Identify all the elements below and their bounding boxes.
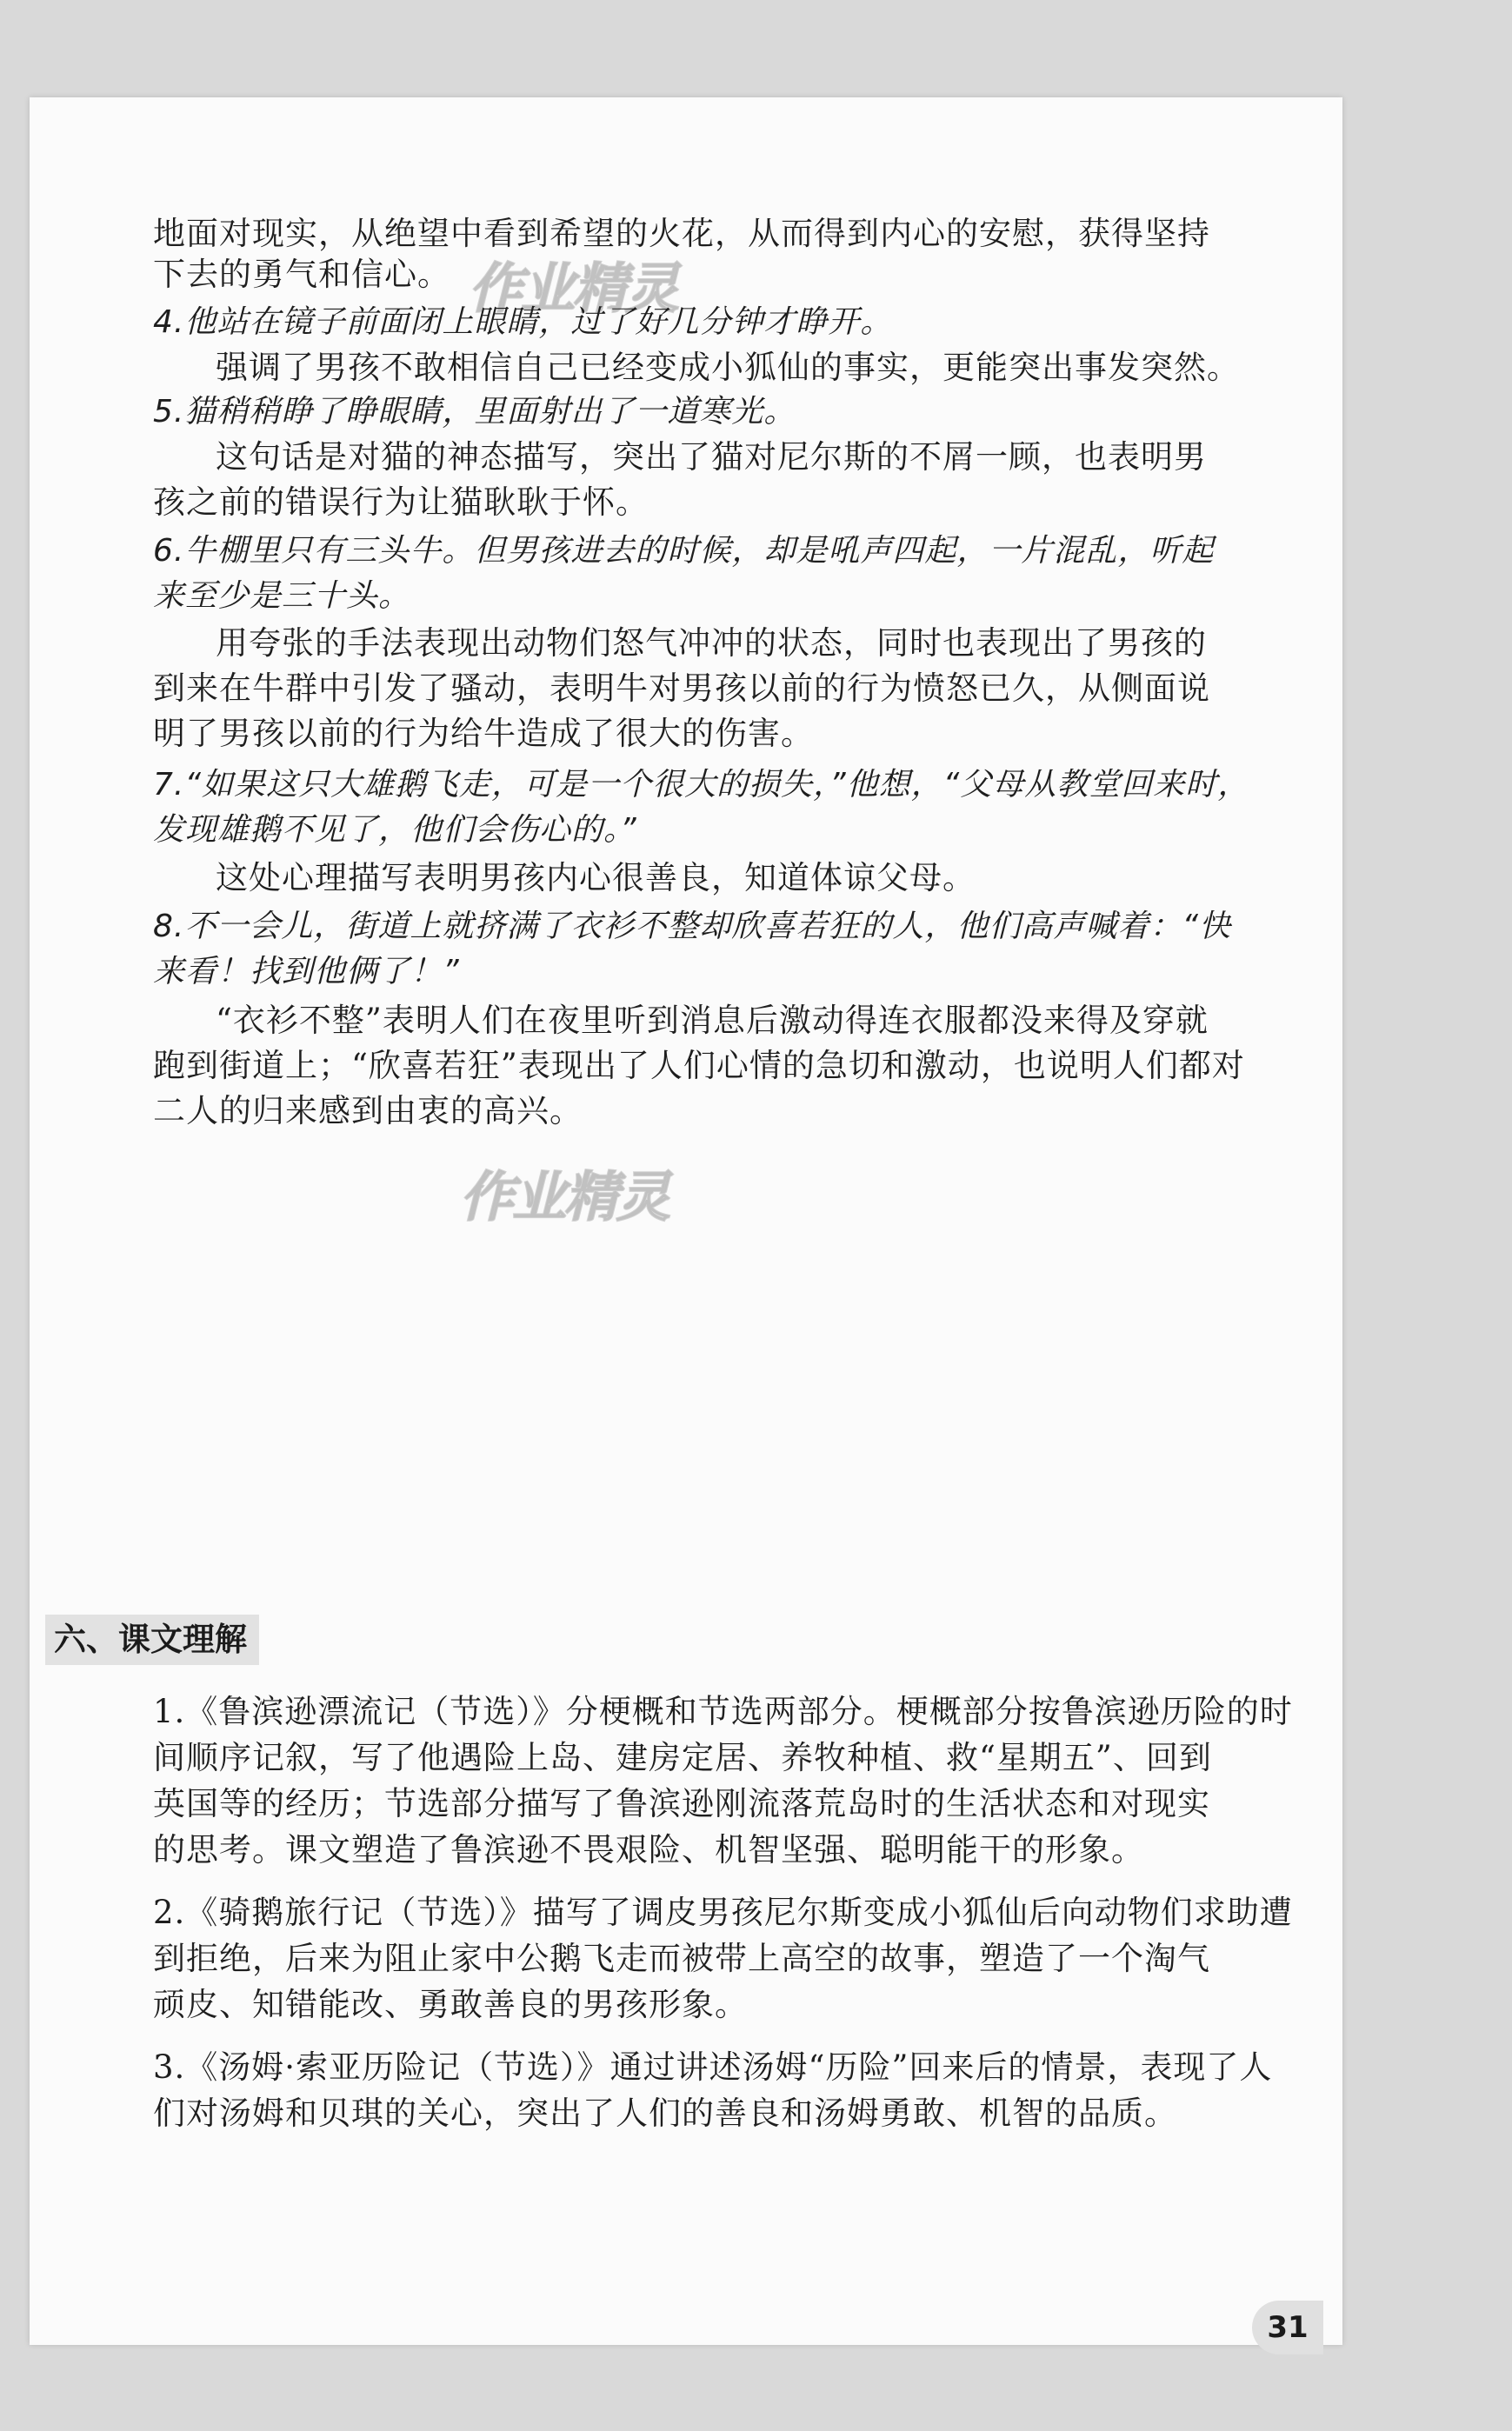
page-number: 31	[1252, 2301, 1323, 2354]
explanation-line: 跑到街道上；“欣喜若狂”表现出了人们心情的急切和激动，也说明人们都对	[153, 1047, 1245, 1084]
explanation-line: “衣衫不整”表明人们在夜里听到消息后激动得连衣服都没来得及穿就	[216, 1002, 1209, 1039]
explanation-line: 这处心理描写表明男孩内心很善良，知道体谅父母。	[216, 859, 976, 896]
explanation-line: 明了男孩以前的行为给牛造成了很大的伤害。	[153, 715, 814, 752]
quoted-sentence: 6.牛棚里只有三头牛。但男孩进去的时候，却是吼声四起，一片混乱，听起	[153, 533, 1215, 569]
text-line: 3.《汤姆·索亚历险记（节选）》通过讲述汤姆“历险”回来后的情景，表现了人	[153, 2048, 1273, 2086]
text-line: 间顺序记叙，写了他遇险上岛、建房定居、养牧种植、救“星期五”、回到	[153, 1739, 1212, 1776]
text-line: 1.《鲁滨逊漂流记（节选）》分梗概和节选两部分。梗概部分按鲁滨逊历险的时	[153, 1693, 1293, 1730]
explanation-line: 用夸张的手法表现出动物们怒气冲冲的状态，同时也表现出了男孩的	[216, 624, 1207, 662]
text-line: 地面对现实，从绝望中看到希望的火花，从而得到内心的安慰，获得坚持	[153, 215, 1210, 252]
quoted-sentence: 7.“如果这只大雄鹅飞走，可是一个很大的损失，”他想，“父母从教堂回来时，	[153, 767, 1250, 803]
explanation-line: 到来在牛群中引发了骚动，表明牛对男孩以前的行为愤怒已久，从侧面说	[153, 669, 1210, 707]
quoted-sentence: 5.猫稍稍睁了睁眼睛，里面射出了一道寒光。	[153, 394, 796, 430]
section-heading: 六、课文理解	[45, 1615, 259, 1665]
text-line: 英国等的经历；节选部分描写了鲁滨逊刚流落荒岛时的生活状态和对现实	[153, 1785, 1210, 1822]
explanation-line: 这句话是对猫的神态描写，突出了猫对尼尔斯的不屑一顾，也表明男	[216, 438, 1207, 476]
quoted-sentence: 4.他站在镜子前面闭上眼睛，过了好几分钟才睁开。	[153, 304, 893, 340]
text-line: 顽皮、知错能改、勇敢善良的男孩形象。	[153, 1986, 748, 2023]
explanation-line: 强调了男孩不敢相信自己已经变成小狐仙的事实，更能突出事发突然。	[216, 349, 1240, 386]
textbook-page	[30, 97, 1342, 2345]
text-line: 到拒绝，后来为阻止家中公鹅飞走而被带上高空的故事，塑造了一个淘气	[153, 1940, 1210, 1977]
text-line: 2.《骑鹅旅行记（节选）》描写了调皮男孩尼尔斯变成小狐仙后向动物们求助遭	[153, 1894, 1293, 1931]
quoted-sentence: 来看！找到他俩了！”	[153, 954, 460, 989]
quoted-sentence: 来至少是三十头。	[153, 578, 411, 614]
explanation-line: 孩之前的错误行为让猫耿耿于怀。	[153, 483, 649, 521]
text-line: 下去的勇气和信心。	[153, 256, 450, 293]
quoted-sentence: 8.不一会儿，街道上就挤满了衣衫不整却欣喜若狂的人，他们高声喊着：“快	[153, 909, 1231, 944]
text-line: 的思考。课文塑造了鲁滨逊不畏艰险、机智坚强、聪明能干的形象。	[153, 1831, 1144, 1868]
page-content	[30, 97, 1342, 2345]
watermark: 作业精灵	[469, 256, 678, 320]
watermark: 作业精灵	[460, 1165, 669, 1229]
quoted-sentence: 发现雄鹅不见了，他们会伤心的。”	[153, 812, 637, 848]
text-line: 们对汤姆和贝琪的关心，突出了人们的善良和汤姆勇敢、机智的品质。	[153, 2095, 1177, 2132]
explanation-line: 二人的归来感到由衷的高兴。	[153, 1092, 583, 1129]
